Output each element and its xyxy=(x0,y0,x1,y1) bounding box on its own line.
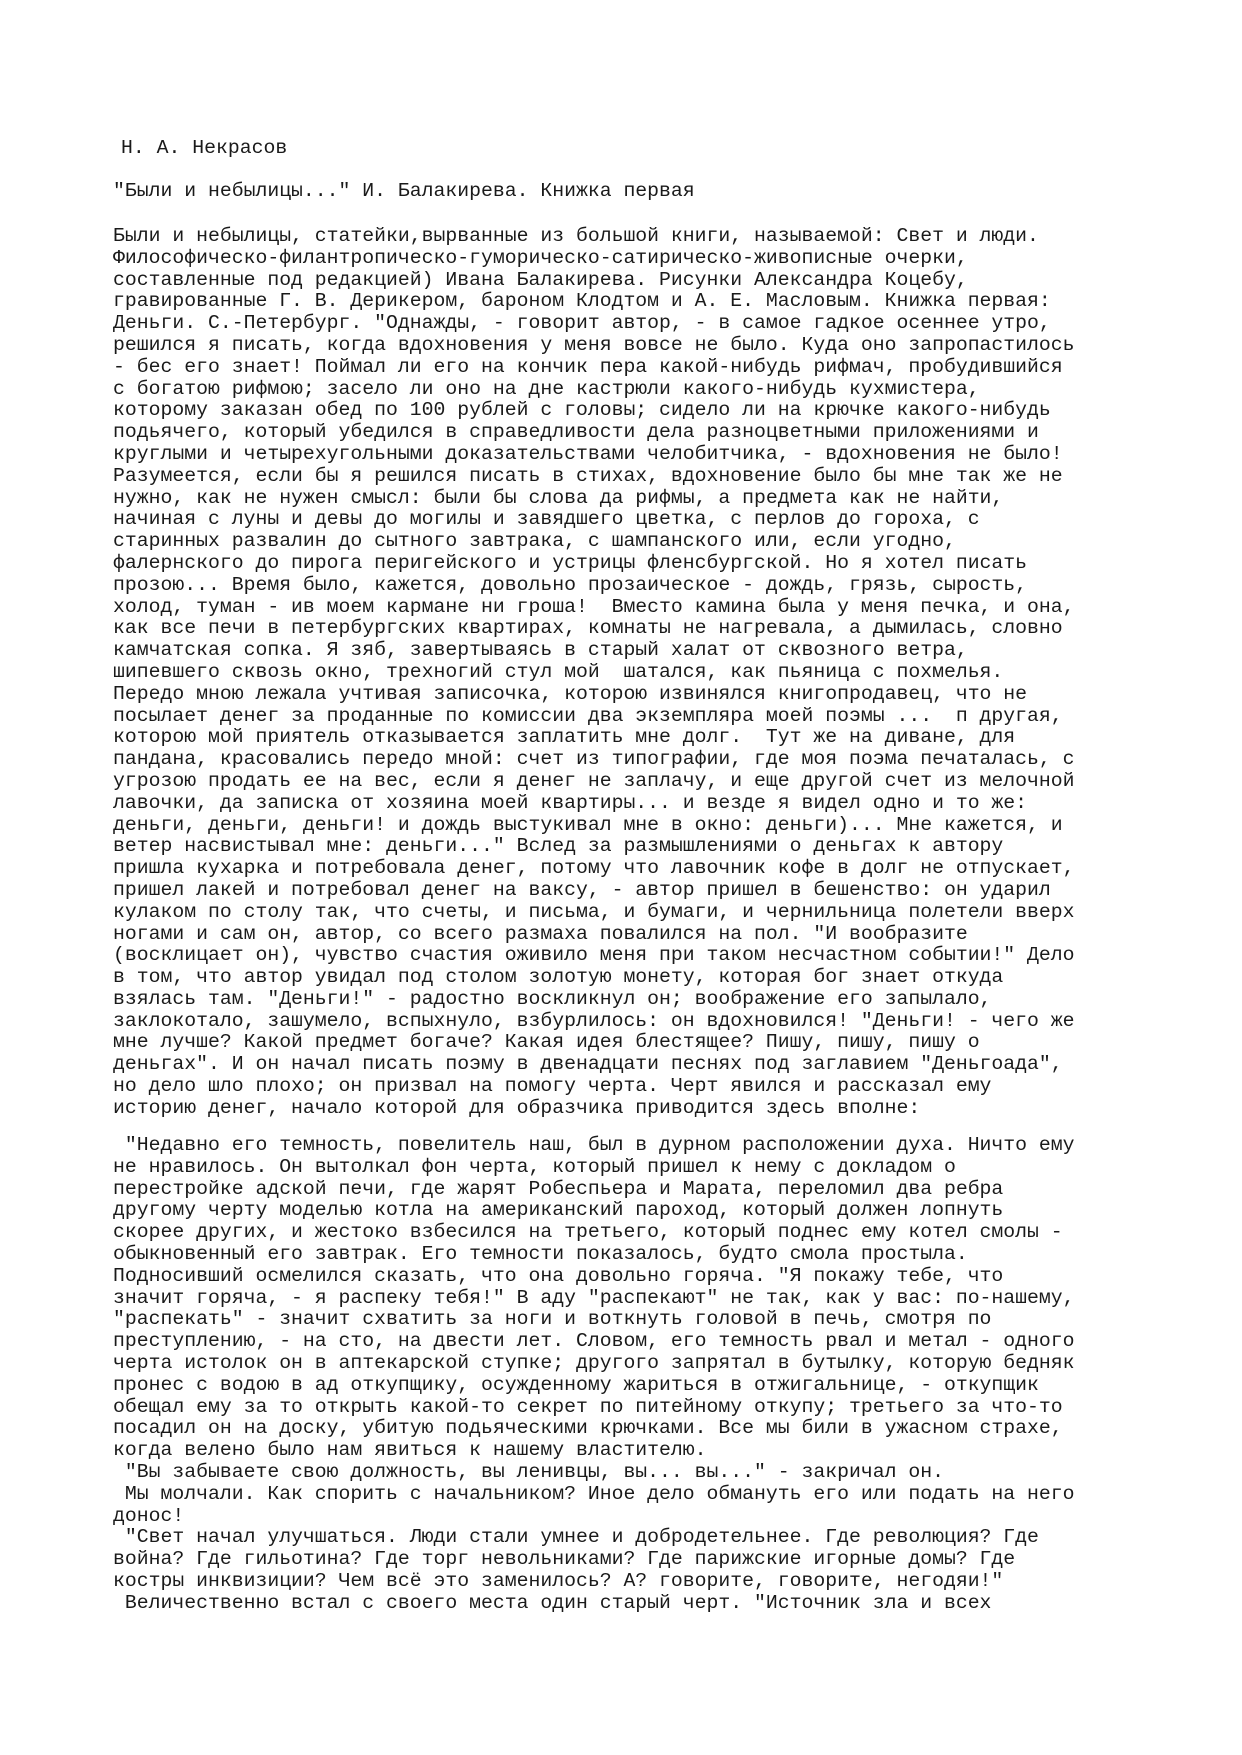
body-paragraph-1 xyxy=(113,226,1233,1120)
text-line: старинных развалин до сытного завтрака, с шампанского или, если угодно, xyxy=(113,530,956,553)
text-line: пришла кухарка и потребовала денег, потому что лавочник кофе в долг не отпускает, xyxy=(113,857,1075,880)
text-line: заклокотало, зашумело, вспыхнуло, взбурлилось: он вдохновился! "Деньги! - чего же xyxy=(113,1009,1075,1032)
text-line: перестройке адской печи, где жарят Робеспьера и Марата, переломил два ребра xyxy=(113,1177,1004,1200)
text-line: ветер насвистывал мне: деньги..." Вслед за размышлениями о деньгах к автору xyxy=(113,835,1004,858)
text-line: пронес с водою в ад откупщику, осужденному жариться в отжигальнице, - откупщик xyxy=(113,1373,1039,1396)
text-line: угрозою продать ее на вес, если я денег не заплачу, и еще другой счет из мелочной xyxy=(113,769,1075,792)
text-line: Были и небылицы, статейки,вырванные из большой книги, называемой: Свет и люди. xyxy=(113,225,1039,247)
text-line: "Недавно его темность, повелитель наш, был в дурном расположении духа. Ничто ему xyxy=(113,1134,1075,1156)
text-line: круглыми и четырехугольными доказательствами челобитчика, - вдохновения не было! xyxy=(113,442,1063,465)
text-line: лавочки, да записка от хозяина моей квартиры... и везде я видел одно и то же: xyxy=(113,791,1028,814)
text-line: война? Где гильотина? Где торг невольниками? Где парижские игорные домы? Где xyxy=(113,1548,1016,1571)
text-line: деньгах". И он начал писать поэму в двенадцати песнях под заглавием "Деньгоада", xyxy=(113,1053,1063,1076)
text-line: как все печи в петербургских квартирах, комнаты не нагревала, а дымилась, словно xyxy=(113,617,1063,640)
text-line: "распекать" - значит схватить за ноги и воткнуть головой в печь, смотря по xyxy=(113,1308,992,1331)
text-line: фалернского до пирога перигейского и устрицы фленсбургской. Но я хотел писать xyxy=(113,551,1028,574)
text-line: гравированные Г. В. Дерикером, бароном Клодтом и А. Е. Масловым. Книжка первая: xyxy=(113,290,1051,313)
text-line: ногами и сам он, автор, со всего размаха повалился на пол. "И вообразите xyxy=(113,922,968,945)
text-line: преступлению, - на сто, на двести лет. Словом, его темность рвал и метал - одного xyxy=(113,1330,1075,1353)
text-line: (восклицает он), чувство счастия оживило меня при таком несчастном событии!" Дело xyxy=(113,944,1075,967)
text-line: которою мой приятель отказывается заплатить мне долг. Тут же на диване, для xyxy=(113,726,1016,749)
text-line: посылает денег за проданные по комиссии два экземпляра моей поэмы ... п другая, xyxy=(113,704,1063,727)
text-line: камчатская сопка. Я зяб, завертываясь в старый халат от сквозного ветра, xyxy=(113,639,968,662)
text-line: решился я писать, когда вдохновения у меня вовсе не было. Куда оно запропастилось xyxy=(113,333,1075,356)
text-line: костры инквизиции? Чем всё это заменилось? А? говорите, говорите, негодяи!" xyxy=(113,1569,1004,1592)
text-line: прозою... Время было, кажется, довольно прозаическое - дождь, грязь, сырость, xyxy=(113,573,1028,596)
text-line: черта истолок он в аптекарской ступке; другого запрятал в бутылку, которую бедняк xyxy=(113,1351,1075,1374)
text-line: пандана, красовались передо мной: счет из типографии, где моя поэма печаталась, с xyxy=(113,748,1075,771)
text-line: с богатою рифмою; засело ли оно на дне кастрюли какого-нибудь кухмистера, xyxy=(113,377,980,400)
text-line: Философическо-филантропическо-гуморическо-сатирическо-живописные очерки, xyxy=(113,246,968,269)
author-name: Н. А. Некрасов xyxy=(121,137,288,159)
text-line: донос! xyxy=(113,1504,185,1527)
text-line: холод, туман - ив моем кармане ни гроша! Вместо камина была у меня печка, и она, xyxy=(113,595,1075,618)
text-line: когда велено было нам явиться к нашему властителю. xyxy=(113,1439,707,1462)
text-line: "Вы забываете свою должность, вы ленивцы, вы... вы..." - закричал он. xyxy=(113,1460,944,1483)
text-line: Величественно встал с своего места один старый черт. "Источник зла и всех xyxy=(113,1591,992,1614)
text-line: значит горяча, - я распеку тебя!" В аду "распекают" не так, как у вас: по-нашему, xyxy=(113,1286,1075,1309)
text-line: историю денег, начало которой для образчика приводится здесь вполне: xyxy=(113,1096,921,1119)
text-line: составленные под редакцией) Ивана Балакирева. Рисунки Александра Коцебу, xyxy=(113,268,968,291)
text-line: Разумеется, если бы я решился писать в стихах, вдохновение было бы мне так же не xyxy=(113,464,1063,487)
text-line: - бес его знает! Поймал ли его на кончик пера какой-нибудь рифмач, пробудившийся xyxy=(113,355,1063,378)
text-line: которому заказан обед по 100 рублей с головы; сидело ли на крючке какого-нибудь xyxy=(113,399,1051,422)
document-title: "Были и небылицы..." И. Балакирева. Книжка первая xyxy=(113,180,695,202)
text-line: скорее других, и жестоко взбесился на третьего, который поднес ему котел смолы - xyxy=(113,1221,1063,1244)
text-line: посадил он на доску, убитую подьяческими крючками. Все мы били в ужасном страхе, xyxy=(113,1417,1063,1440)
text-line: Деньги. С.-Петербург. "Однажды, - говорит автор, - в самое гадкое осеннее утро, xyxy=(113,312,1051,335)
text-line: мне лучше? Какой предмет богаче? Какая идея блестящее? Пишу, пишу, пишу о xyxy=(113,1031,980,1054)
text-line: шипевшего сквозь окно, трехногий стул мой шатался, как пьяница с похмелья. xyxy=(113,660,1004,683)
text-line: но дело шло плохо; он призвал на помогу черта. Черт явился и рассказал ему xyxy=(113,1075,992,1098)
text-line: Мы молчали. Как спорить с начальником? Иное дело обмануть его или подать на него xyxy=(113,1482,1075,1505)
text-line: Подносивший осмелился сказать, что она довольно горяча. "Я покажу тебе, что xyxy=(113,1264,1004,1287)
text-line: Передо мною лежала учтивая записочка, которою извинялся книгопродавец, что не xyxy=(113,682,1028,705)
text-line: нужно, как не нужен смысл: были бы слова да рифмы, а предмета как не найти, xyxy=(113,486,1004,509)
text-line: в том, что автор увидал под столом золотую монету, которая бог знает откуда xyxy=(113,966,1004,989)
text-line: кулаком по столу так, что счеты, и письма, и бумаги, и чернильница полетели вверх xyxy=(113,900,1075,923)
text-line: пришел лакей и потребовал денег на ваксу, - автор пришел в бешенство: он ударил xyxy=(113,878,1051,901)
text-line: обещал ему за то открыть какой-то секрет по питейному откупу; третьего за что-то xyxy=(113,1395,1063,1418)
body-paragraph-2 xyxy=(113,1135,1233,1615)
text-line: обыкновенный его завтрак. Его темности показалось, будто смола простыла. xyxy=(113,1242,968,1265)
text-line: подьячего, который убедился в справедливости дела разноцветными приложениями и xyxy=(113,421,1039,444)
text-line: другому черту моделью котла на американский пароход, который должен лопнуть xyxy=(113,1199,1004,1222)
text-line: не нравилось. Он вытолкал фон черта, который пришел к нему с докладом о xyxy=(113,1155,956,1178)
text-line: деньги, деньги, деньги! и дождь выстукивал мне в окно: деньги)... Мне кажется, и xyxy=(113,813,1063,836)
text-line: начиная с луны и девы до могилы и завядшего цветка, с перлов до гороха, с xyxy=(113,508,980,531)
text-line: "Свет начал улучшаться. Люди стали умнее и добродетельнее. Где революция? Где xyxy=(113,1526,1039,1549)
text-line: взялась там. "Деньги!" - радостно воскликнул он; воображение его запылало, xyxy=(113,987,992,1010)
